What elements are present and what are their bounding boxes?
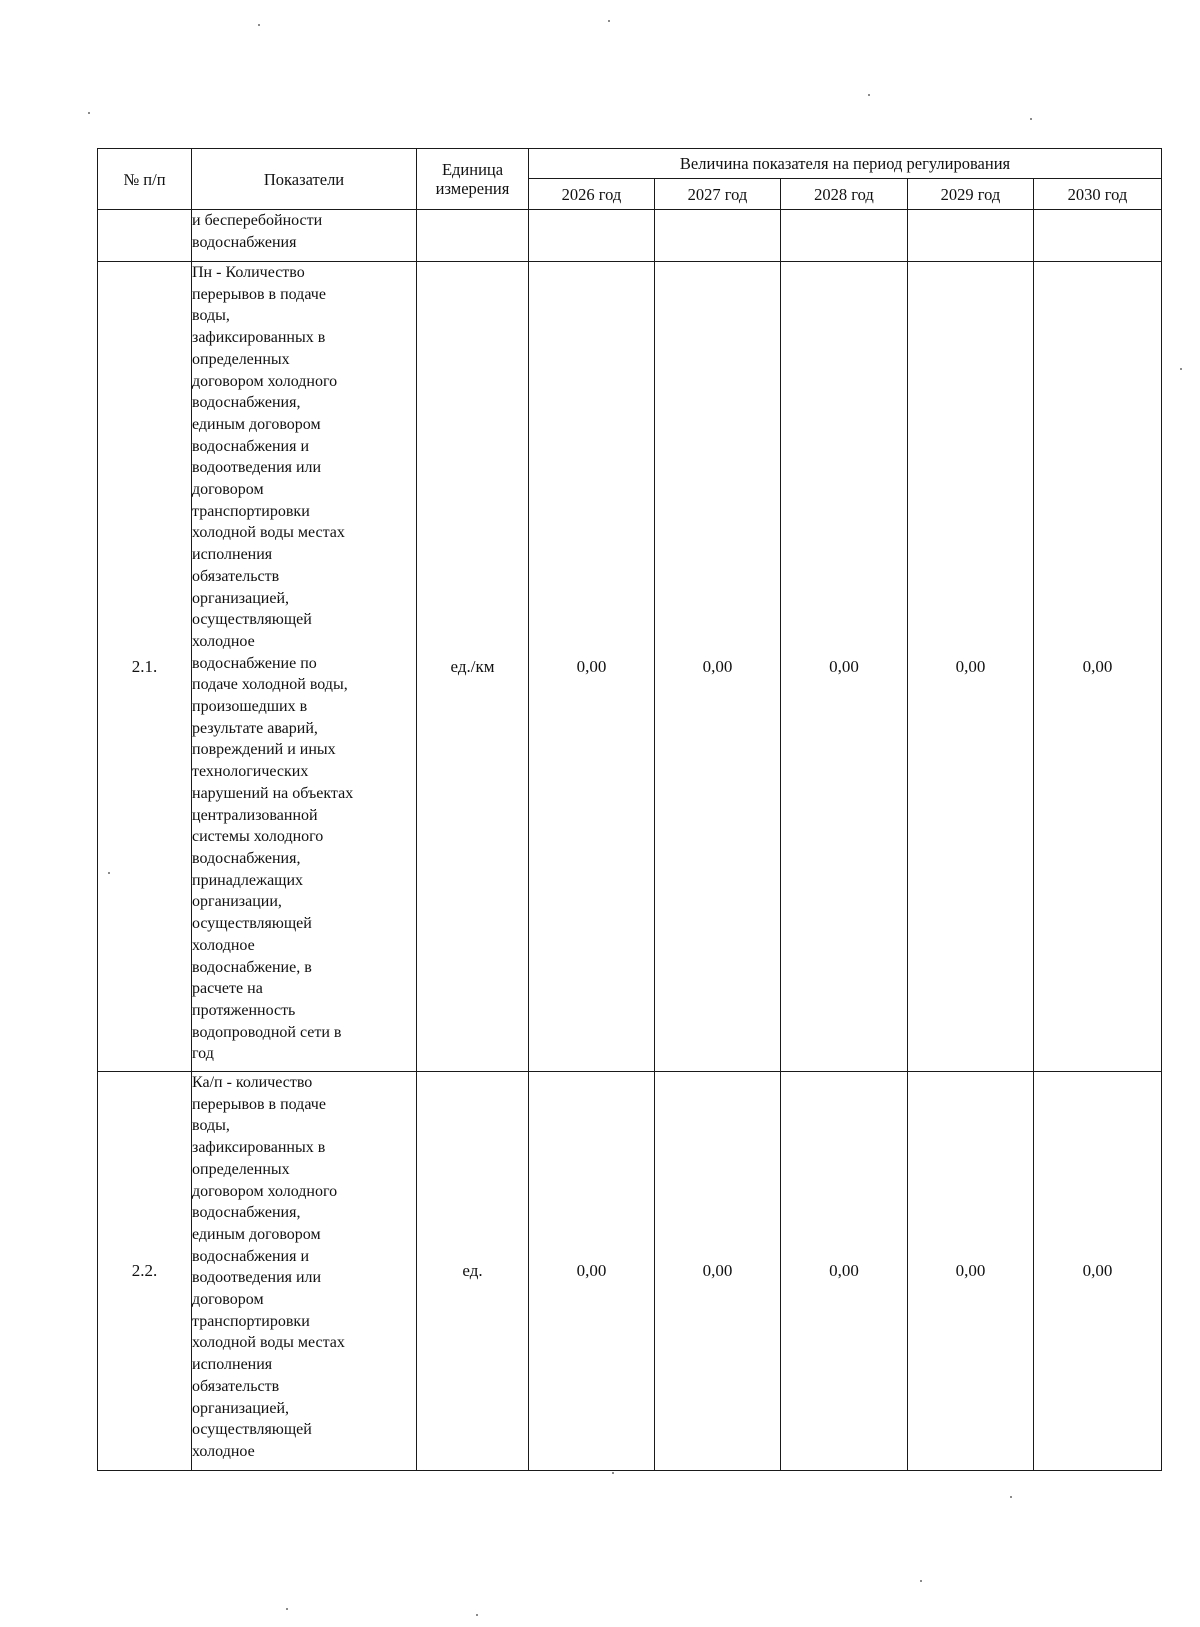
table-row-2-1 bbox=[98, 262, 1162, 1072]
header-year-2029: 2029 год bbox=[908, 179, 1034, 210]
row-value-2029 bbox=[908, 210, 1034, 262]
row-value-2027 bbox=[655, 210, 781, 262]
scan-speck bbox=[1030, 118, 1032, 120]
row-value-2030: 0,00 bbox=[1034, 262, 1162, 1072]
header-year-2027: 2027 год bbox=[655, 179, 781, 210]
row-value-2028: 0,00 bbox=[781, 1072, 908, 1471]
row-unit: ед./км bbox=[417, 262, 529, 1072]
scan-speck bbox=[1010, 1496, 1012, 1498]
row-value-2027: 0,00 bbox=[655, 262, 781, 1072]
table-row-2-2 bbox=[98, 1072, 1162, 1471]
row-value-2027: 0,00 bbox=[655, 1072, 781, 1471]
scan-speck bbox=[108, 872, 110, 874]
table-row-continuation bbox=[98, 210, 1162, 262]
scan-speck bbox=[868, 94, 870, 96]
indicators-table bbox=[97, 148, 1162, 1471]
scan-speck bbox=[286, 1608, 288, 1610]
row-indicator: и бесперебойности водоснабжения bbox=[192, 210, 417, 262]
scan-speck bbox=[612, 1472, 614, 1474]
scan-speck bbox=[258, 24, 260, 26]
header-row-1 bbox=[98, 149, 1162, 179]
scan-speck bbox=[920, 1580, 922, 1582]
header-num: № п/п bbox=[98, 149, 192, 210]
row-indicator: Ка/п - количество перерывов в подаче воды, зафиксированных в определенных договором холодного водоснабжения, единым договором водоснабжения и водоотведения или договором транспортировки холодной воды местах исполнения обязательств организацией, осуществляющей холодное bbox=[192, 1072, 417, 1471]
row-num: 2.2. bbox=[98, 1072, 192, 1471]
scan-speck bbox=[608, 20, 610, 22]
row-unit bbox=[417, 210, 529, 262]
row-value-2030 bbox=[1034, 210, 1162, 262]
scan-speck bbox=[1180, 368, 1182, 370]
row-indicator: Пн - Количество перерывов в подаче воды, зафиксированных в определенных договором холодного водоснабжения, единым договором водоснабжения и водоотведения или договором транспортировки холодной воды местах исполнения обязательств организацией, осуществляющей холодное водоснабжение по подаче холодной воды, произошедших в результате аварий, повреждений и иных технологических нарушений на объектах централизованной системы холодного водоснабжения, принадлежащих организации, осуществляющей холодное водоснабжение, в расчете на протяженность водопроводной сети в год bbox=[192, 262, 417, 1072]
row-value-2029: 0,00 bbox=[908, 1072, 1034, 1471]
row-value-2030: 0,00 bbox=[1034, 1072, 1162, 1471]
row-num: 2.1. bbox=[98, 262, 192, 1072]
header-year-2028: 2028 год bbox=[781, 179, 908, 210]
row-unit: ед. bbox=[417, 1072, 529, 1471]
row-value-2028: 0,00 bbox=[781, 262, 908, 1072]
row-value-2026: 0,00 bbox=[529, 262, 655, 1072]
header-unit: Единица измерения bbox=[417, 149, 529, 210]
row-value-2026: 0,00 bbox=[529, 1072, 655, 1471]
scan-speck bbox=[88, 112, 90, 114]
row-num bbox=[98, 210, 192, 262]
header-period: Величина показателя на период регулирования bbox=[529, 149, 1162, 179]
header-indicator: Показатели bbox=[192, 149, 417, 210]
row-value-2029: 0,00 bbox=[908, 262, 1034, 1072]
row-value-2028 bbox=[781, 210, 908, 262]
header-year-2030: 2030 год bbox=[1034, 179, 1162, 210]
scan-speck bbox=[476, 1614, 478, 1616]
header-year-2026: 2026 год bbox=[529, 179, 655, 210]
row-value-2026 bbox=[529, 210, 655, 262]
